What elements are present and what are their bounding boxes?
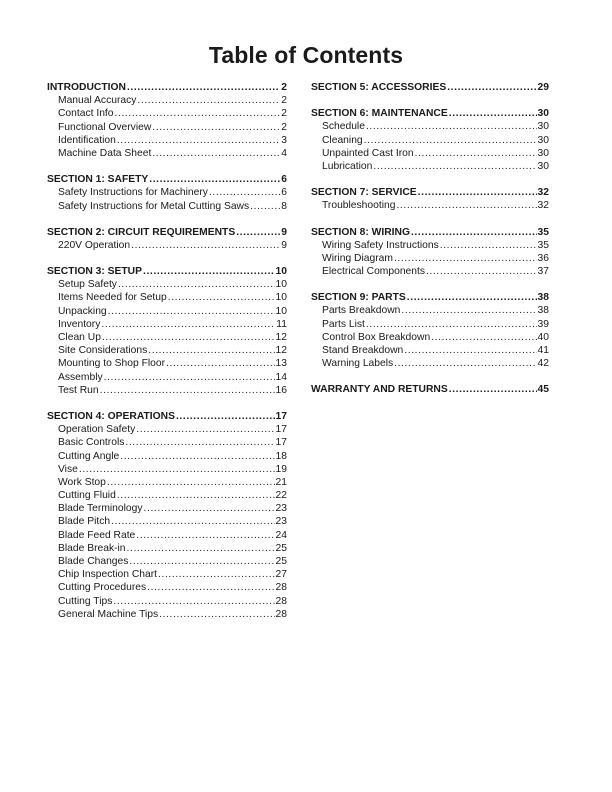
toc-section-section-9-parts[interactable]: [311, 291, 549, 304]
toc-page-number: 41: [537, 345, 549, 356]
toc-entry-cleaning[interactable]: [311, 134, 549, 147]
toc-page-number: 16: [275, 384, 287, 396]
toc-section-block: [311, 383, 549, 396]
toc-entry-label: SECTION 8: WIRING: [311, 226, 410, 238]
dot-leader: [401, 304, 536, 317]
dot-leader: [447, 81, 536, 94]
dot-leader: [149, 173, 280, 186]
toc-page-number: 11: [276, 318, 287, 330]
dot-leader: [102, 331, 275, 344]
toc-page-number: 24: [275, 529, 287, 541]
toc-entry-clean-up[interactable]: [47, 331, 287, 344]
dot-leader: [144, 502, 275, 515]
toc-entry-general-machine-tips[interactable]: [47, 608, 287, 621]
toc-entry-parts-list[interactable]: [311, 318, 549, 331]
dot-leader: [415, 147, 537, 160]
toc-entry-label: Cutting Procedures: [58, 582, 147, 594]
toc-page-number: 10: [275, 292, 287, 304]
dot-leader: [449, 107, 537, 120]
toc-entry-label: Unpacking: [58, 305, 107, 317]
toc-section-block: [47, 81, 287, 160]
toc-page-number: 38: [537, 292, 549, 304]
dot-leader: [418, 186, 537, 199]
toc-page-number: 30: [537, 147, 549, 159]
dot-leader: [394, 357, 536, 370]
dot-leader: [131, 239, 280, 252]
dot-leader: [209, 186, 280, 199]
dot-leader: [426, 265, 537, 278]
dot-leader: [440, 239, 537, 252]
toc-page-number: 28: [275, 608, 287, 620]
toc-section-block: [311, 81, 549, 94]
toc-entry-setup-safety[interactable]: [47, 278, 287, 291]
toc-page-number: 30: [537, 108, 549, 120]
toc-page-number: 2: [281, 108, 287, 120]
toc-entry-parts-breakdown[interactable]: [311, 304, 549, 317]
toc-left-column: [47, 81, 287, 634]
toc-entry-cutting-fluid[interactable]: [47, 489, 287, 502]
toc-page-number: 3: [281, 134, 287, 146]
toc-section-block: [47, 265, 287, 397]
toc-entry-label: Troubleshooting: [322, 200, 396, 212]
dot-leader: [366, 120, 537, 133]
toc-entry-label: Clean Up: [58, 332, 101, 343]
toc-page-number: 9: [281, 226, 287, 238]
toc-entry-label: Warning Labels: [322, 358, 394, 370]
toc-page-number: 32: [537, 200, 549, 212]
toc-entry-label: SECTION 2: CIRCUIT REQUIREMENTS: [47, 226, 236, 238]
toc-entry-label: Cutting Angle: [58, 450, 120, 462]
dot-leader: [108, 305, 275, 318]
toc-entry-label: Vise: [58, 463, 78, 475]
dot-leader: [364, 134, 537, 147]
toc-entry-wiring-diagram[interactable]: [311, 252, 549, 265]
dot-leader: [137, 94, 280, 107]
toc-entry-machine-data-sheet[interactable]: [47, 147, 287, 160]
toc-page-number: 21: [275, 476, 287, 488]
toc-page-number: 10: [275, 266, 287, 278]
toc-page-number: 36: [537, 252, 549, 264]
dot-leader: [115, 107, 281, 120]
toc-page-number: 12: [275, 345, 287, 357]
toc-entry-schedule[interactable]: [311, 120, 549, 133]
toc-page-number: 23: [275, 503, 287, 515]
toc-section-section-5-accessories[interactable]: [311, 81, 549, 94]
toc-entry-cutting-tips[interactable]: [47, 595, 287, 608]
toc-entry-label: Assembly: [58, 371, 103, 383]
toc-section-section-2-circuit-requirements[interactable]: [47, 226, 287, 239]
dot-leader: [143, 265, 275, 278]
toc-page-number: 6: [281, 187, 287, 199]
toc-entry-assembly[interactable]: [47, 371, 287, 384]
toc-page-number: 25: [275, 556, 287, 567]
toc-entry-label: SECTION 1: SAFETY: [47, 174, 149, 186]
dot-leader: [148, 344, 274, 357]
toc-right-column: [311, 81, 549, 410]
toc-section-block: [47, 226, 287, 252]
toc-page-number: 12: [275, 332, 287, 343]
dot-leader: [449, 383, 537, 396]
toc-entry-label: Chip Inspection Chart: [58, 569, 158, 581]
toc-section-section-4-operations[interactable]: [47, 410, 287, 423]
toc-entry-label: Site Considerations: [58, 345, 148, 357]
toc-entry-blade-feed-rate[interactable]: [47, 529, 287, 542]
toc-entry-wiring-safety-instructions[interactable]: [311, 239, 549, 252]
toc-entry-lubrication[interactable]: [311, 160, 549, 173]
toc-entry-label: Operation Safety: [58, 424, 136, 436]
toc-entry-label: Test Run: [58, 384, 99, 396]
toc-entry-label: Blade Terminology: [58, 503, 143, 515]
toc-page-number: 18: [275, 450, 287, 462]
dot-leader: [158, 568, 275, 581]
toc-entry-label: Safety Instructions for Metal Cutting Saws: [58, 200, 250, 212]
toc-entry-label: SECTION 9: PARTS: [311, 292, 406, 304]
toc-section-block: [311, 291, 549, 370]
toc-entry-label: Cutting Fluid: [58, 490, 116, 502]
toc-section-introduction[interactable]: [47, 81, 287, 94]
toc-entry-label: Inventory: [58, 318, 101, 330]
toc-section-section-7-service[interactable]: [311, 186, 549, 199]
toc-entry-label: Mounting to Shop Floor: [58, 358, 166, 370]
toc-section-block: [47, 410, 287, 621]
toc-entry-operation-safety[interactable]: [47, 423, 287, 436]
dot-leader: [407, 291, 537, 304]
dot-leader: [136, 529, 274, 542]
toc-entry-label: Control Box Breakdown: [322, 331, 431, 343]
toc-entry-manual-accuracy[interactable]: [47, 94, 287, 107]
dot-leader: [129, 555, 274, 568]
toc-entry-label: Wiring Diagram: [322, 252, 393, 264]
dot-leader: [136, 423, 274, 436]
toc-entry-label: Manual Accuracy: [58, 95, 137, 107]
toc-entry-basic-controls[interactable]: [47, 436, 287, 449]
dot-leader: [120, 450, 274, 463]
toc-entry-label: SECTION 3: SETUP: [47, 266, 142, 278]
toc-entry-mounting-to-shop-floor[interactable]: [47, 357, 287, 370]
toc-entry-label: Parts List: [322, 318, 365, 330]
toc-entry-label: Blade Changes: [58, 556, 129, 567]
toc-entry-label: SECTION 4: OPERATIONS: [47, 410, 175, 422]
toc-entry-label: Contact Info: [58, 108, 114, 120]
toc-page-number: 13: [275, 358, 287, 370]
page-title: Table of Contents: [208, 42, 404, 68]
toc-page-number: 19: [275, 463, 287, 475]
toc-entry-blade-terminology[interactable]: [47, 502, 287, 515]
toc-entry-cutting-angle[interactable]: [47, 450, 287, 463]
toc-page-number: 30: [537, 134, 549, 146]
dot-leader: [100, 384, 275, 397]
toc-entry-label: Schedule: [322, 121, 365, 133]
toc-page-number: 2: [281, 95, 287, 107]
toc-entry-label: Work Stop: [58, 476, 106, 488]
toc-entry-test-run[interactable]: [47, 384, 287, 397]
dot-leader: [366, 318, 537, 331]
toc-section-warranty-and-returns[interactable]: [311, 383, 549, 396]
toc-entry-label: Wiring Safety Instructions: [322, 239, 439, 251]
toc-section-section-3-setup[interactable]: [47, 265, 287, 278]
toc-entry-vise[interactable]: [47, 463, 287, 476]
toc-page-number: 27: [275, 569, 287, 581]
dot-leader: [176, 410, 275, 423]
toc-page-number: 39: [537, 318, 549, 330]
toc-section-section-6-maintenance[interactable]: [311, 107, 549, 120]
dot-leader: [394, 252, 537, 265]
dot-leader: [152, 121, 280, 134]
toc-entry-label: SECTION 6: MAINTENANCE: [311, 108, 448, 120]
toc-page-number: 30: [537, 121, 549, 133]
toc-page-number: 17: [275, 424, 287, 436]
toc-entry-label: Blade Pitch: [58, 516, 111, 528]
toc-entry-label: Machine Data Sheet: [58, 147, 152, 159]
toc-entry-label: Setup Safety: [58, 279, 117, 291]
toc-entry-label: Blade Break-in: [58, 542, 126, 554]
toc-entry-functional-overview[interactable]: [47, 121, 287, 134]
toc-page-number: 6: [281, 174, 287, 186]
toc-entry-blade-break-in[interactable]: [47, 542, 287, 555]
toc-entry-label: Items Needed for Setup: [58, 292, 167, 304]
toc-entry-label: SECTION 5: ACCESSORIES: [311, 82, 447, 93]
toc-entry-blade-changes[interactable]: [47, 555, 287, 568]
toc-page-number: 14: [275, 371, 287, 383]
toc-page-number: 10: [275, 305, 287, 317]
toc-section-block: [311, 186, 549, 212]
dot-leader: [159, 608, 274, 621]
dot-leader: [127, 81, 280, 94]
toc-entry-label: Basic Controls: [58, 437, 125, 449]
dot-leader: [250, 200, 280, 213]
dot-leader: [411, 226, 537, 239]
toc-entry-unpacking[interactable]: [47, 305, 287, 318]
toc-entry-label: Blade Feed Rate: [58, 529, 136, 541]
toc-entry-chip-inspection-chart[interactable]: [47, 568, 287, 581]
dot-leader: [104, 371, 275, 384]
toc-page-number: 38: [537, 305, 549, 317]
dot-leader: [396, 199, 536, 212]
toc-page-number: 17: [275, 410, 287, 422]
toc-page-number: 22: [275, 490, 287, 502]
dot-leader: [404, 344, 536, 357]
toc-page-number: 9: [281, 239, 287, 251]
dot-leader: [111, 515, 274, 528]
toc-entry-label: SECTION 7: SERVICE: [311, 187, 417, 199]
dot-leader: [125, 436, 274, 449]
toc-entry-label: Cleaning: [322, 134, 363, 146]
toc-entry-label: Stand Breakdown: [322, 345, 404, 356]
dot-leader: [118, 278, 275, 291]
toc-section-section-8-wiring[interactable]: [311, 226, 549, 239]
dot-leader: [101, 318, 275, 331]
toc-page-number: 37: [537, 266, 549, 278]
toc-entry-identification[interactable]: [47, 134, 287, 147]
toc-page-number: 25: [275, 542, 287, 554]
toc-entry-control-box-breakdown[interactable]: [311, 331, 549, 344]
toc-entry-label: Identification: [58, 134, 116, 146]
toc-entry-troubleshooting[interactable]: [311, 199, 549, 212]
dot-leader: [127, 542, 275, 555]
dot-leader: [152, 147, 280, 160]
toc-entry-cutting-procedures[interactable]: [47, 581, 287, 594]
toc-entry-safety-instructions-for-machinery[interactable]: [47, 186, 287, 199]
toc-page-number: 35: [537, 239, 549, 251]
toc-page-number: 30: [537, 160, 549, 172]
toc-page-number: 40: [537, 331, 549, 343]
toc-section-block: [47, 173, 287, 213]
dot-leader: [79, 463, 275, 476]
toc-page-number: 10: [275, 279, 287, 291]
toc-entry-blade-pitch[interactable]: [47, 515, 287, 528]
toc-page-number: 35: [537, 226, 549, 238]
toc-page-number: 2: [281, 121, 287, 133]
toc-entry-label: 220V Operation: [58, 239, 131, 251]
toc-entry-label: INTRODUCTION: [47, 82, 126, 93]
toc-entry-electrical-components[interactable]: [311, 265, 549, 278]
toc-page-number: 8: [281, 200, 287, 212]
toc-entry-work-stop[interactable]: [47, 476, 287, 489]
dot-leader: [236, 226, 280, 239]
toc-entry-label: Safety Instructions for Machinery: [58, 187, 208, 199]
dot-leader: [107, 476, 275, 489]
toc-page-number: 2: [281, 82, 287, 93]
toc-page-number: 29: [537, 82, 549, 93]
toc-entry-contact-info[interactable]: [47, 107, 287, 120]
dot-leader: [168, 291, 275, 304]
toc-entry-220v-operation[interactable]: [47, 239, 287, 252]
toc-page-number: 28: [275, 595, 287, 607]
toc-entry-warning-labels[interactable]: [311, 357, 549, 370]
toc-section-section-1-safety[interactable]: [47, 173, 287, 186]
toc-entry-label: Functional Overview: [58, 121, 152, 133]
toc-entry-stand-breakdown[interactable]: [311, 344, 549, 357]
toc-section-block: [311, 107, 549, 173]
toc-page-number: 28: [275, 582, 287, 594]
toc-section-block: [311, 226, 549, 279]
toc-page-number: 17: [275, 437, 287, 449]
dot-leader: [117, 134, 280, 147]
toc-entry-label: General Machine Tips: [58, 608, 159, 620]
toc-page-number: 4: [281, 147, 287, 159]
toc-entry-label: Parts Breakdown: [322, 305, 401, 317]
toc-page-number: 42: [537, 358, 549, 370]
toc-entry-label: Cutting Tips: [58, 595, 113, 607]
toc-entry-items-needed-for-setup[interactable]: [47, 291, 287, 304]
toc-entry-label: WARRANTY AND RETURNS: [311, 384, 448, 396]
toc-entry-site-considerations[interactable]: [47, 344, 287, 357]
dot-leader: [113, 595, 274, 608]
dot-leader: [117, 489, 275, 502]
dot-leader: [147, 581, 274, 594]
dot-leader: [166, 357, 274, 370]
toc-page-number: 23: [275, 516, 287, 528]
toc-entry-unpainted-cast-iron[interactable]: [311, 147, 549, 160]
toc-entry-label: Lubrication: [322, 160, 373, 172]
toc-entry-inventory[interactable]: [47, 318, 287, 331]
toc-entry-label: Unpainted Cast Iron: [322, 147, 414, 159]
toc-page-number: 32: [537, 187, 549, 199]
toc-entry-label: Electrical Components: [322, 266, 426, 278]
toc-entry-safety-instructions-for-metal-cutting-saws[interactable]: [47, 200, 287, 213]
toc-page-number: 45: [537, 384, 549, 396]
dot-leader: [373, 160, 536, 173]
dot-leader: [431, 331, 536, 344]
